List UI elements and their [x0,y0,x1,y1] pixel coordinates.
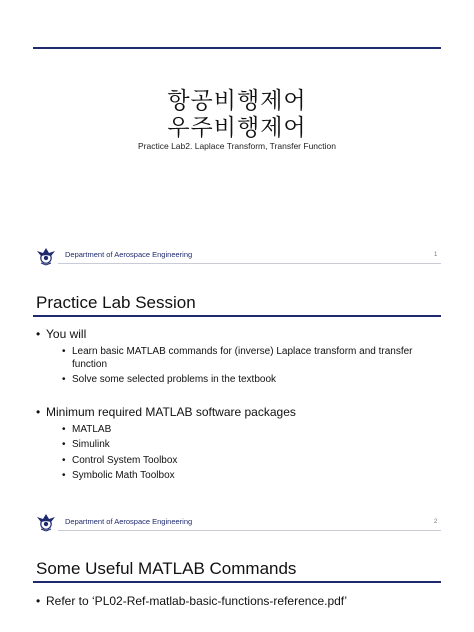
footer-department: Department of Aerospace Engineering [65,250,193,259]
footer-rule [58,263,441,264]
course-title-line-1: 항공비행제어 [167,88,307,114]
useful-commands-slide [0,548,474,632]
list-item: • Refer to ‘PL02-Ref-matlab-basic-functions-reference.pdf’ [36,594,441,609]
slide-title: Some Useful MATLAB Commands [36,559,297,578]
title-slide [0,0,474,259]
practice-lab-session-slide [0,282,474,526]
lab-subtitle: Practice Lab2. Laplace Transform, Transfer Function [138,141,336,151]
university-emblem-icon [35,510,57,532]
list-item: • Symbolic Math Toolbox [62,470,441,483]
list-item: • You will [36,327,441,342]
slide-title: Practice Lab Session [36,293,196,312]
page-number: 2 [434,519,438,525]
course-title-line-2: 우주비행제어 [167,115,307,141]
title-rule [33,315,441,317]
university-emblem-icon [35,244,57,266]
list-item: • Simulink [62,439,441,452]
page-number: 1 [434,252,438,258]
top-rule [33,47,441,49]
list-item: • Control System Toolbox [62,455,441,468]
list-item: • MATLAB [62,424,441,437]
list-item: • Minimum required MATLAB software packages [36,405,441,420]
list-item: • Solve some selected problems in the textbook [62,374,441,387]
footer-rule [58,530,441,531]
list-item: • Learn basic MATLAB commands for (inverse) Laplace transform and transfer function [62,346,441,371]
bullet-list [36,594,441,609]
bullet-list [36,327,441,483]
title-rule [33,581,441,583]
footer-department: Department of Aerospace Engineering [65,517,193,526]
